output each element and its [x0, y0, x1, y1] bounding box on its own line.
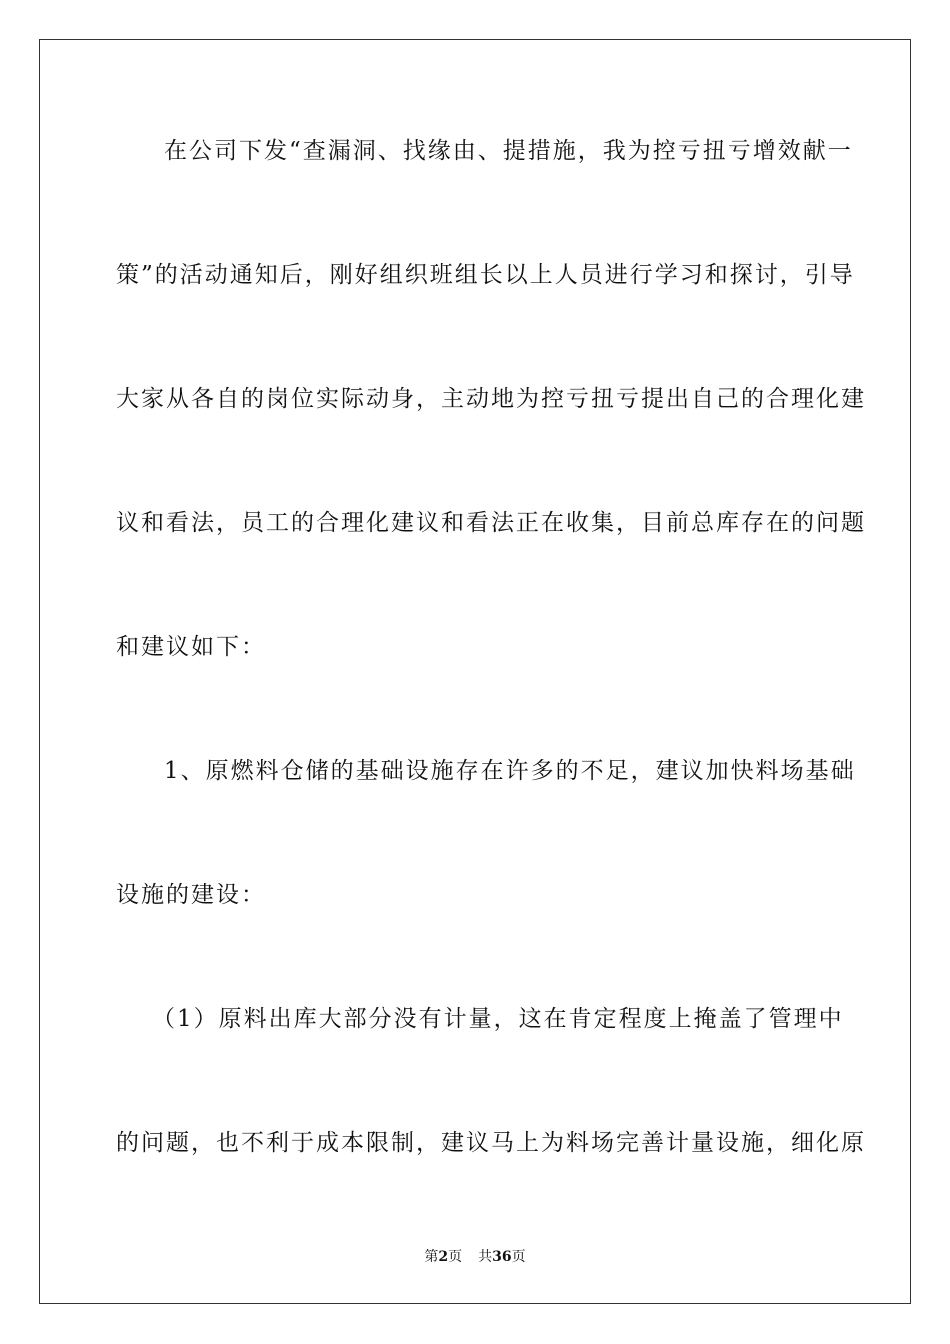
- page-footer: [0, 1248, 950, 1266]
- footer-total-number: 36: [492, 1249, 512, 1265]
- paragraph-line-6: 1、原燃料仓储的基础设施存在许多的不足，建议加快料场基础: [164, 758, 856, 784]
- paragraph-line-1: 在公司下发“查漏洞、找缘由、提措施，我为控亏扭亏增效献一: [164, 138, 853, 164]
- footer-page-number: 2: [438, 1249, 449, 1265]
- paragraph-line-4: 议和看法，员工的合理化建议和看法正在收集，目前总库存在的问题: [116, 510, 866, 536]
- paragraph-line-8: （1）原料出库大部分没有计量，这在肯定程度上掩盖了管理中: [152, 1006, 844, 1032]
- footer-total-prefix: 共: [478, 1249, 493, 1265]
- paragraph-line-9: 的问题，也不利于成本限制，建议马上为料场完善计量设施，细化原: [116, 1130, 866, 1156]
- footer-total-suffix: 页: [511, 1249, 526, 1265]
- page-border: [39, 39, 911, 1304]
- paragraph-line-7: 设施的建设：: [116, 882, 266, 908]
- footer-page-prefix: 第: [424, 1249, 439, 1265]
- paragraph-line-2: 策”的活动通知后，刚好组织班组长以上人员进行学习和探讨，引导: [116, 262, 855, 288]
- footer-page-suffix: 页: [448, 1249, 463, 1265]
- paragraph-line-3: 大家从各自的岗位实际动身，主动地为控亏扭亏提出自己的合理化建: [116, 386, 866, 412]
- paragraph-line-5: 和建议如下：: [116, 634, 266, 660]
